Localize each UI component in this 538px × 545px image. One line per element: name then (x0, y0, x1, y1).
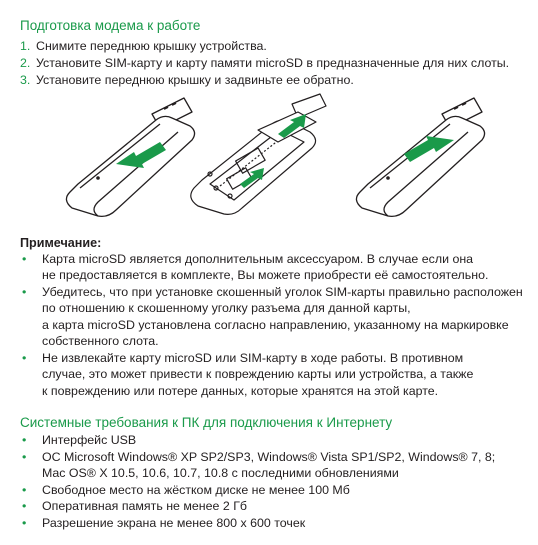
req-line: Mac OS® X 10.5, 10.6, 10.7, 10.8 с последними обновлениями (42, 466, 399, 480)
req-line: Интерфейс USB (42, 433, 137, 447)
note-line: к повреждению или потере данных, которые хранятся на этой карте. (42, 384, 439, 398)
req-line: ОС Microsoft Windows® XP SP2/SP3, Windows® Vista SP1/SP2, Windows® 7, 8; (42, 450, 496, 464)
note-line: а карта microSD установлена согласно направлению, указанному на маркировке (42, 318, 509, 332)
note-line: по отношению к скошенному уголку разъема для данной карты, (42, 301, 411, 315)
req-bullet-4: • (22, 499, 27, 513)
req-line: Оперативная память не менее 2 Гб (42, 499, 248, 513)
step-3-text: Установите переднюю крышку и задвиньте ее обратно. (36, 73, 354, 87)
req-bullet-5: • (22, 516, 27, 530)
requirements-heading: Системные требования к ПК для подключения к Интернету (20, 415, 393, 430)
modem-cover-replace-illustration (350, 92, 500, 222)
step-2-text: Установите SIM-карту и карту памяти microSD в предназначенные для них слоты. (36, 56, 510, 70)
note-heading: Примечание: (20, 236, 102, 250)
req-bullet-3: • (22, 483, 27, 497)
req-line: Разрешение экрана не менее 800 x 600 точек (42, 516, 306, 530)
step-1-number: 1. (20, 39, 31, 53)
req-bullet-2: • (22, 450, 27, 464)
note-bullet-2: • (22, 285, 27, 299)
note-line: Не извлекайте карту microSD или SIM-карту в ходе работы. В противном (42, 351, 464, 365)
note-line: Карта microSD является дополнительным аксессуаром. В случае если она (42, 252, 474, 266)
note-bullet-1: • (22, 252, 27, 266)
note-line: не предоставляется в комплекте, Вы можете приобрести её самостоятельно. (42, 268, 489, 282)
note-line: случае, это может привести к повреждению карты или устройства, а также (42, 367, 474, 381)
step-1-text: Снимите переднюю крышку устройства. (36, 39, 267, 53)
modem-open-sim-illustration (180, 92, 340, 222)
setup-heading: Подготовка модема к работе (20, 18, 201, 33)
note-bullet-3: • (22, 351, 27, 365)
step-3-number: 3. (20, 73, 31, 87)
note-line: собственного слота. (42, 334, 159, 348)
req-line: Свободное место на жёстком диске не менее 100 Мб (42, 483, 350, 497)
note-line: Убедитесь, что при установке скошенный уголок SIM-карты правильно расположен (42, 285, 523, 299)
req-bullet-1: • (22, 433, 27, 447)
step-2-number: 2. (20, 56, 31, 70)
